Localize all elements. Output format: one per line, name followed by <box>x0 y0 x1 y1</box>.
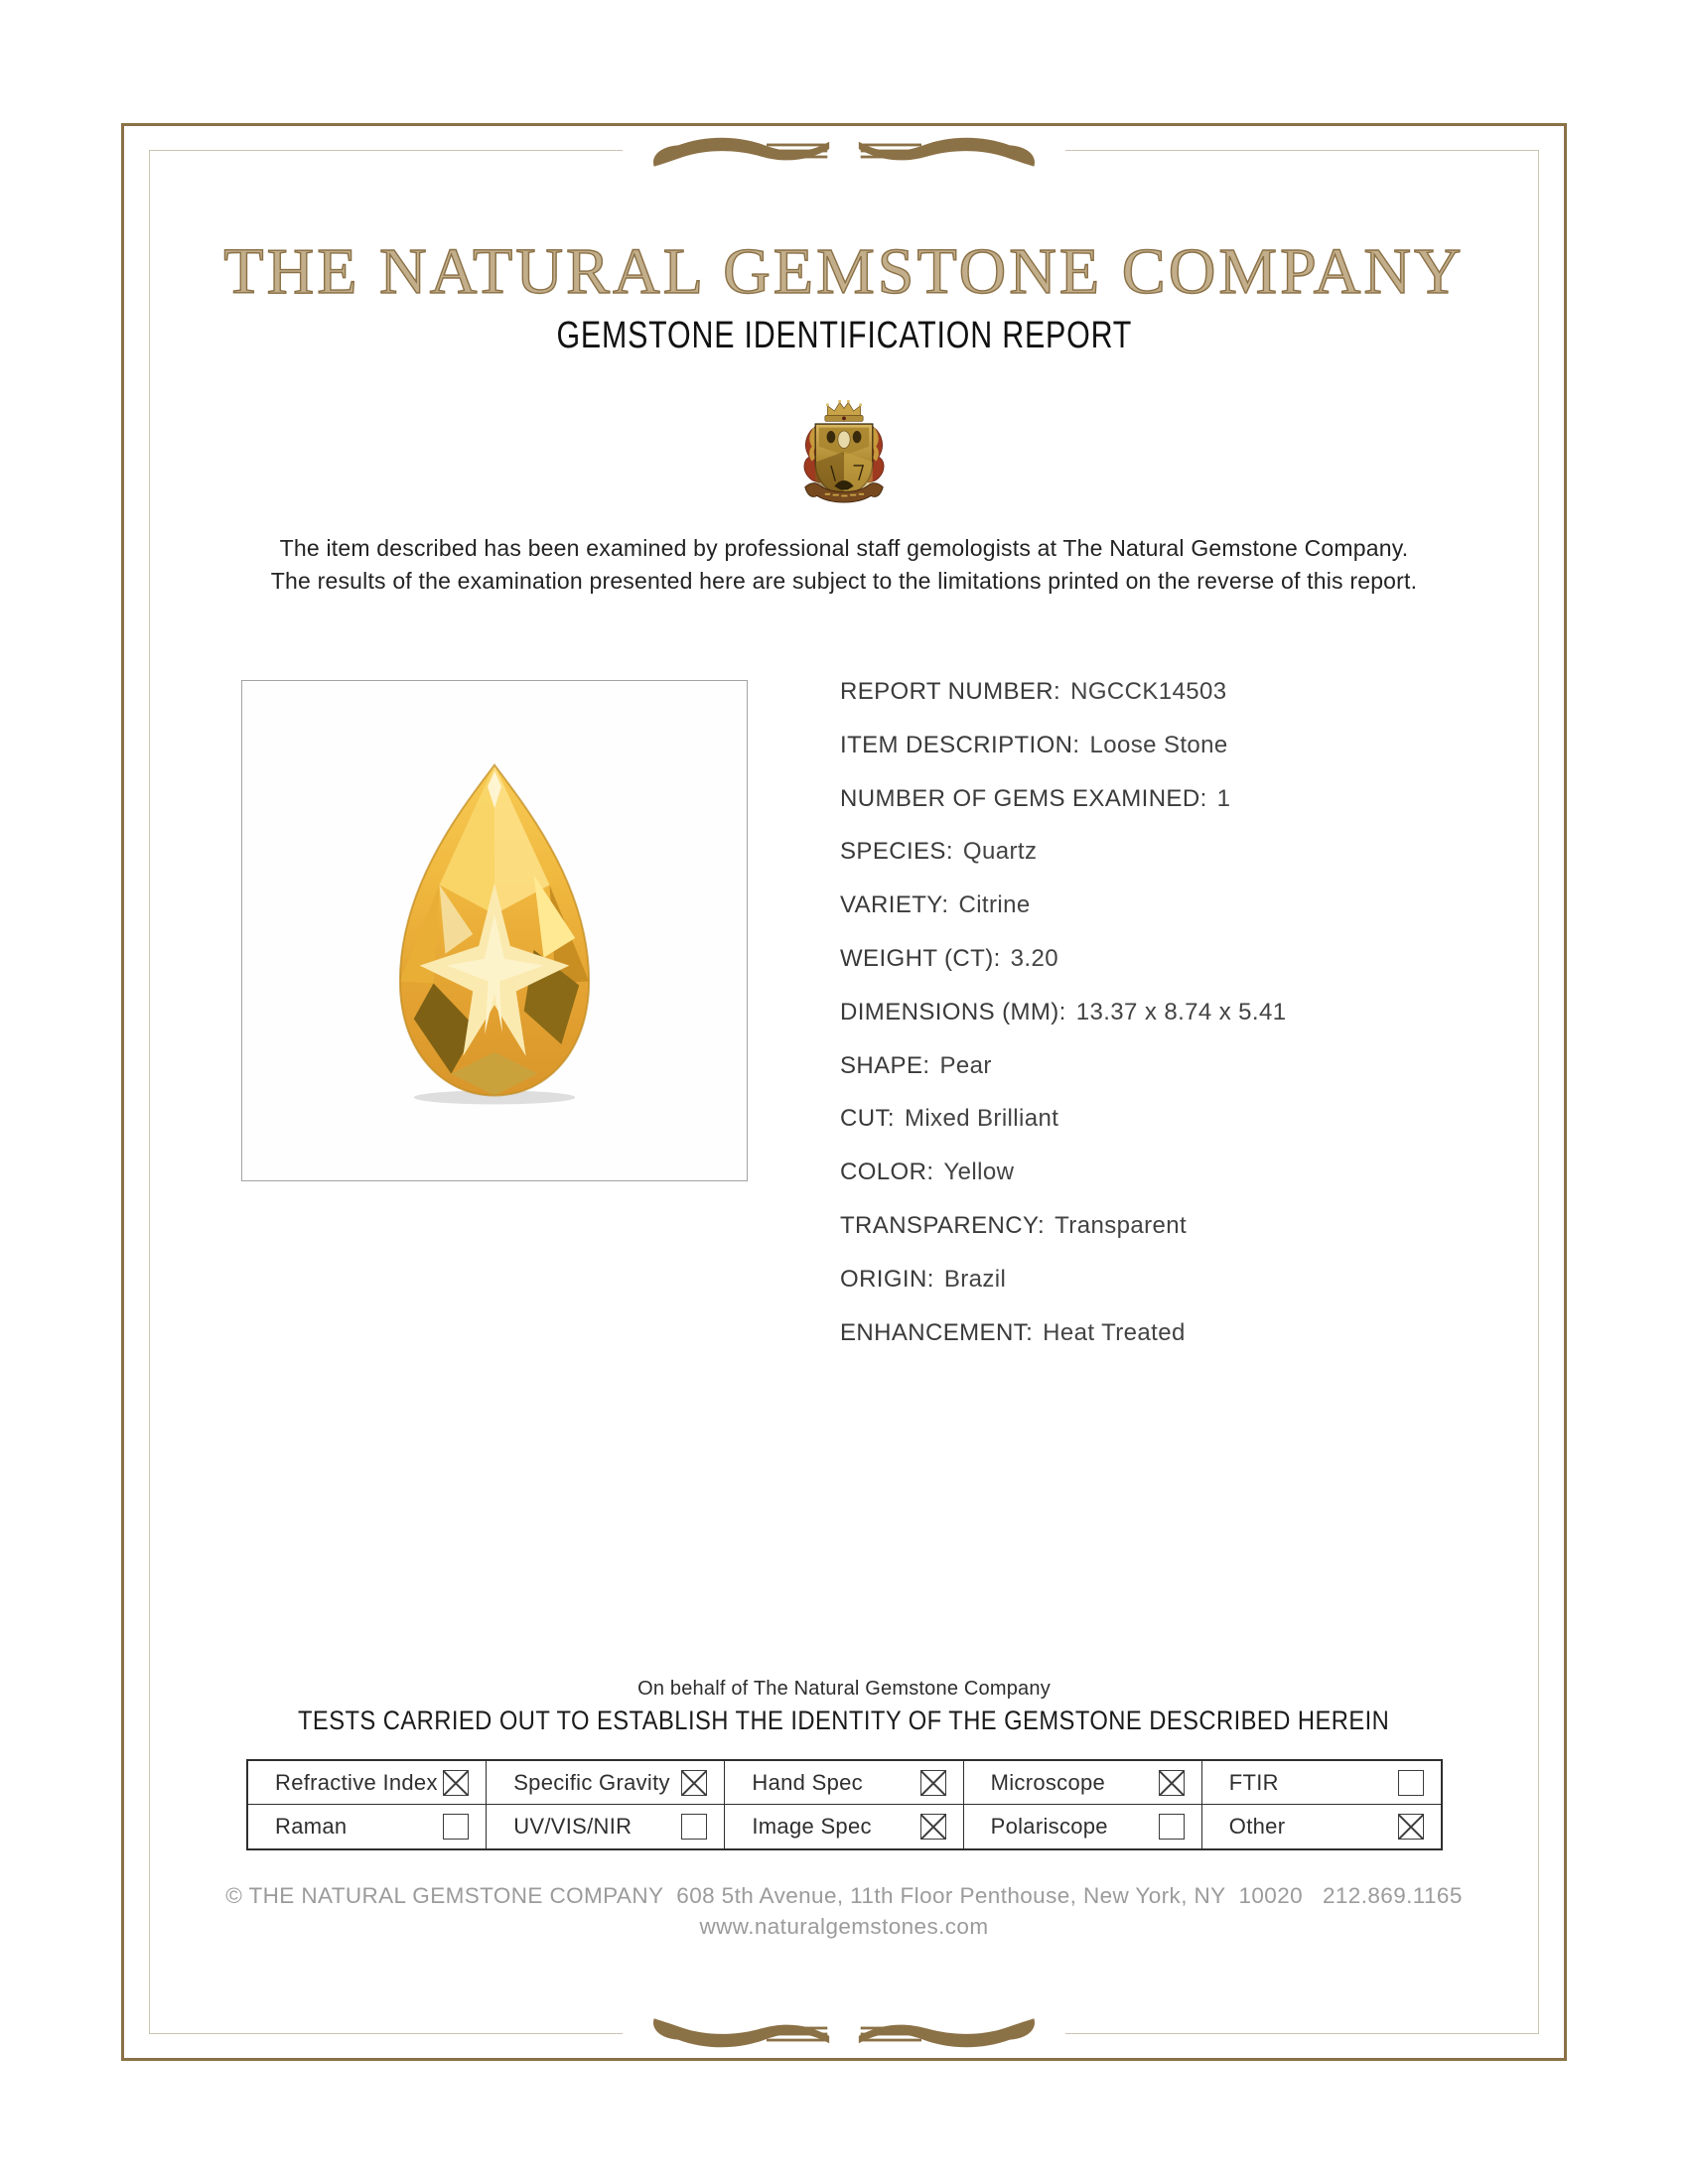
report-details-list <box>840 680 1287 1374</box>
checkbox-icon <box>443 1770 469 1796</box>
test-label: UV/VIS/NIR <box>513 1814 633 1839</box>
checkbox-icon <box>681 1814 707 1840</box>
detail-label: SPECIES: <box>840 838 953 866</box>
detail-label: SHAPE: <box>840 1051 930 1079</box>
detail-row-color <box>840 1160 1287 1214</box>
detail-value: Loose Stone <box>1089 731 1228 758</box>
detail-value: NGCCK14503 <box>1070 678 1227 705</box>
detail-label: NUMBER OF GEMS EXAMINED: <box>840 784 1207 812</box>
checkbox-icon <box>1398 1770 1424 1796</box>
test-label: FTIR <box>1228 1769 1279 1795</box>
detail-row-report-number <box>840 680 1287 734</box>
test-label: Microscope <box>990 1769 1106 1795</box>
detail-label: ENHANCEMENT: <box>840 1318 1034 1346</box>
test-cell-raman <box>248 1805 487 1848</box>
checkbox-icon <box>1398 1814 1424 1840</box>
detail-label: CUT: <box>840 1105 895 1133</box>
detail-row-enhancement <box>840 1318 1287 1375</box>
test-label: Raman <box>275 1814 348 1839</box>
detail-label: DIMENSIONS (MM): <box>840 998 1066 1025</box>
company-name: THE NATURAL GEMSTONE COMPANY <box>223 235 1465 308</box>
checkbox-icon <box>681 1770 707 1796</box>
detail-value: Brazil <box>943 1265 1007 1293</box>
detail-row-variety <box>840 893 1287 947</box>
detail-label: REPORT NUMBER: <box>840 678 1061 705</box>
report-title: GEMSTONE IDENTIFICATION REPORT <box>556 315 1132 356</box>
intro-line-1: The item described has been examined by professional staff gemologists at The Natural Gemstone Company. <box>279 535 1409 561</box>
test-cell-image-spec <box>725 1805 963 1848</box>
detail-label: WEIGHT (CT): <box>840 944 1001 972</box>
tests-table <box>246 1759 1443 1850</box>
detail-row-item-description <box>840 731 1287 787</box>
company-crest-icon <box>796 397 892 506</box>
detail-value: Heat Treated <box>1043 1318 1186 1346</box>
detail-row-shape <box>840 1051 1287 1108</box>
detail-row-weight <box>840 944 1287 1001</box>
detail-value: Pear <box>939 1051 992 1079</box>
test-cell-ftir <box>1202 1761 1441 1805</box>
checkbox-icon <box>920 1770 946 1796</box>
detail-row-origin <box>840 1265 1287 1321</box>
test-cell-specific-gravity <box>487 1761 725 1805</box>
intro-line-2: The results of the examination presented here are subject to the limitations printed on the reverse of this report. <box>270 568 1418 594</box>
test-label: Image Spec <box>752 1814 872 1839</box>
gemstone-photo-frame <box>241 680 748 1181</box>
checkbox-icon <box>1159 1814 1185 1840</box>
detail-label: COLOR: <box>840 1159 934 1186</box>
detail-row-dimensions <box>840 998 1287 1054</box>
test-label: Polariscope <box>990 1814 1108 1839</box>
gemstone-photo <box>386 756 603 1106</box>
test-cell-polariscope <box>964 1805 1202 1848</box>
test-cell-microscope <box>964 1761 1202 1805</box>
checkbox-icon <box>1159 1770 1185 1796</box>
detail-label: VARIETY: <box>840 891 949 919</box>
detail-row-transparency <box>840 1211 1287 1268</box>
detail-value: Yellow <box>943 1159 1015 1186</box>
checkbox-icon <box>443 1814 469 1840</box>
flourish-ornament-top-icon <box>623 129 1065 173</box>
detail-label: ORIGIN: <box>840 1265 934 1293</box>
test-label: Specific Gravity <box>513 1769 670 1795</box>
detail-value: Quartz <box>962 838 1038 866</box>
test-label: Refractive Index <box>275 1769 438 1795</box>
intro-paragraph <box>0 532 1688 598</box>
on-behalf-text: On behalf of The Natural Gemstone Company <box>637 1678 1051 1700</box>
checkbox-icon <box>920 1814 946 1840</box>
test-cell-uv-vis-nir <box>487 1805 725 1848</box>
test-label: Hand Spec <box>752 1769 863 1795</box>
detail-value: Citrine <box>958 891 1031 919</box>
detail-value: 3.20 <box>1010 944 1058 972</box>
footer-address: © THE NATURAL GEMSTONE COMPANY 608 5th Avenue, 11th Floor Penthouse, New York, NY 10020 212.869.1165 <box>225 1883 1463 1908</box>
test-label: Other <box>1228 1814 1286 1839</box>
test-cell-other <box>1202 1805 1441 1848</box>
detail-row-number-of-gems <box>840 784 1287 841</box>
flourish-ornament-bottom-icon <box>623 2012 1065 2056</box>
detail-value: Mixed Brilliant <box>904 1105 1059 1133</box>
detail-value: 1 <box>1216 784 1231 812</box>
tests-heading: TESTS CARRIED OUT TO ESTABLISH THE IDENTITY OF THE GEMSTONE DESCRIBED HEREIN <box>298 1706 1390 1735</box>
detail-row-cut <box>840 1107 1287 1160</box>
detail-label: TRANSPARENCY: <box>840 1211 1046 1239</box>
test-cell-hand-spec <box>725 1761 963 1805</box>
test-cell-refractive-index <box>248 1761 487 1805</box>
detail-value: 13.37 x 8.74 x 5.41 <box>1075 998 1287 1025</box>
detail-row-species <box>840 840 1287 893</box>
detail-value: Transparent <box>1055 1211 1188 1239</box>
detail-label: ITEM DESCRIPTION: <box>840 731 1080 758</box>
footer-website: www.naturalgemstones.com <box>699 1914 989 1939</box>
